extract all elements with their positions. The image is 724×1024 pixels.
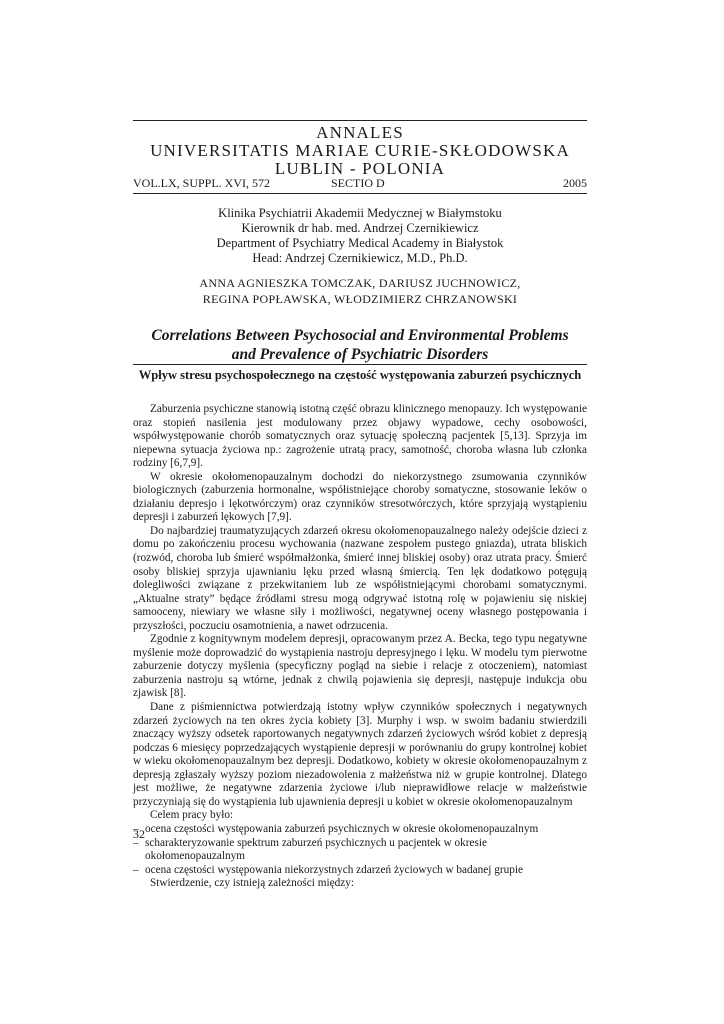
header-top-rule <box>133 120 587 121</box>
header-bottom-rule <box>133 193 587 194</box>
list-item: – ocena częstości występowania zaburzeń psychicznych w okresie okołomenopauzalnym <box>133 823 587 837</box>
article-title-line2: and Prevalence of Psychiatric Disorders <box>231 346 489 363</box>
authors-line1: ANNA AGNIESZKA TOMCZAK, DARIUSZ JUCHNOWICZ, <box>199 276 521 290</box>
affiliation-line4: Head: Andrzej Czernikiewicz, M.D., Ph.D. <box>252 251 468 265</box>
article-body <box>133 403 587 891</box>
volume-info: VOL.LX, SUPPL. XVI, 572 <box>133 176 271 190</box>
body-paragraph: W okresie okołomenopauzalnym dochodzi do niekorzystnego zsumowania czynników biologicznych (zaburzenia hormonalne, współistniejące choroby somatyczne, stosowanie leków o działaniu depresjo i lękotwórczym) oraz czynników stresotwórczych, które sprzyjają wystąpieniu depresji i zaburzeń lękowych [7,9]. <box>133 470 587 524</box>
body-paragraph: Zaburzenia psychiczne stanowią istotną część obrazu klinicznego menopauzy. Ich występowanie oraz stopień nasilenia jest modulowany przez objawy wypadowe, cechy osobowości, współwystępowanie chorób somatycznych oraz sytuację społeczną pacjentek [5,13]. Sprzyja im niepewna sytuacja życiowa np.: zagrożenie utratą pracy, samotność, choroba własna lub członka rodziny [6,7,9]. <box>133 403 587 470</box>
article-title-line1: Correlations Between Psychosocial and Environmental Problems <box>151 327 569 344</box>
journal-name-line1: ANNALES <box>316 123 404 142</box>
body-paragraph: Dane z piśmiennictwa potwierdzają istotny wpływ czynników społecznych i negatywnych zdarzeń życiowych na ten okres życia kobiety [3]. Murphy i wsp. w swoim badaniu stwierdzili znaczący wyższy odsetek raportowanych negatywnych zdarzeń życiowych wśród kobiet z depresją podczas 6 miesięcy poprzedzających wystąpienie depresji w porównaniu do grupy kontrolnej kobiet w wieku okołomenopauzalnym bez depresji. Dodatkowo, kobiety w okresie okołomenopauzalnym z depresją zgłaszały wyższy poziom niezadowolenia z małżeństwa niż w grupie kontrolnej. Dlatego jest możliwe, że negatywne zdarzenia życiowe i/lub nieprawidłowe relacje w małżeństwie przyczyniają się do wystąpienia lub ujawnienia depresji u kobiet w okresie okołomenopauzalnym <box>133 701 587 808</box>
authors-line2: REGINA POPŁAWSKA, WŁODZIMIERZ CHRZANOWSKI <box>202 292 518 306</box>
body-paragraph: Zgodnie z kognitywnym modelem depresji, opracowanym przez A. Becka, tego typu negatywne myślenie może doprowadzić do wystąpienia nastroju depresyjnego i lęku. W modelu tym pierwotne zaburzenie dotyczy myślenia (specyficzny pogląd na siebie i relacje z otoczeniem), natomiast zaburzenia nastroju są wtórne, jednak z chwilą pojawienia się depresji, następuje indukcja obu zjawisk [8]. <box>133 633 587 700</box>
journal-location: LUBLIN - POLONIA <box>274 159 446 178</box>
page-number: 32 <box>133 827 145 841</box>
body-paragraph: Do najbardziej traumatyzujących zdarzeń okresu okołomenopauzalnego należy odejście dzieci z domu po zakończeniu procesu wychowania (nazwane zespołem pustego gniazda), utrata bliskich (rozwód, choroba lub śmierć współmałżonka, śmierć innej bliskiej osoby) oraz utrata pracy. Śmierć osoby bliskiej sprzyja ujawnianiu lęku przed własną śmiercią. Ten lęk dodatkowo potęgują dolegliwości związane z przekwitaniem lub ze współistniejącymi chorobami somatycznymi. „Aktualne straty” będące źródłami stresu mogą odgrywać istotną rolę w pojawieniu się niskiej samooceny, niewiary we własne siły i możliwości, negatywnej oceny własnego postępowania i przyszłości, poczuciu osamotnienia, a nawet odrzucenia. <box>133 524 587 632</box>
affiliation-line1: Klinika Psychiatrii Akademii Medycznej w Białymstoku <box>218 206 502 220</box>
journal-name-line2: UNIVERSITATIS MARIAE CURIE-SKŁODOWSKA <box>150 141 570 160</box>
aims-intro: Celem pracy było: <box>150 809 234 822</box>
list-item: – scharakteryzowanie spektrum zaburzeń psychicznych u pacjentek w okresie okołomenopauzalnym <box>133 837 587 864</box>
title-rule <box>133 364 587 365</box>
section-info: SECTIO D <box>331 176 385 190</box>
affiliation-line3: Department of Psychiatry Medical Academy in Białystok <box>216 236 504 250</box>
closing-line: Stwierdzenie, czy istnieją zależności między: <box>150 877 354 890</box>
list-item: – ocena częstości występowania niekorzystnych zdarzeń życiowych w badanej grupie <box>133 864 587 878</box>
article-subtitle: Wpływ stresu psychospołecznego na częstość występowania zaburzeń psychicznych <box>138 368 582 382</box>
aims-list <box>133 823 587 877</box>
year-info: 2005 <box>563 176 587 190</box>
affiliation-line2: Kierownik dr hab. med. Andrzej Czernikiewicz <box>241 221 479 235</box>
